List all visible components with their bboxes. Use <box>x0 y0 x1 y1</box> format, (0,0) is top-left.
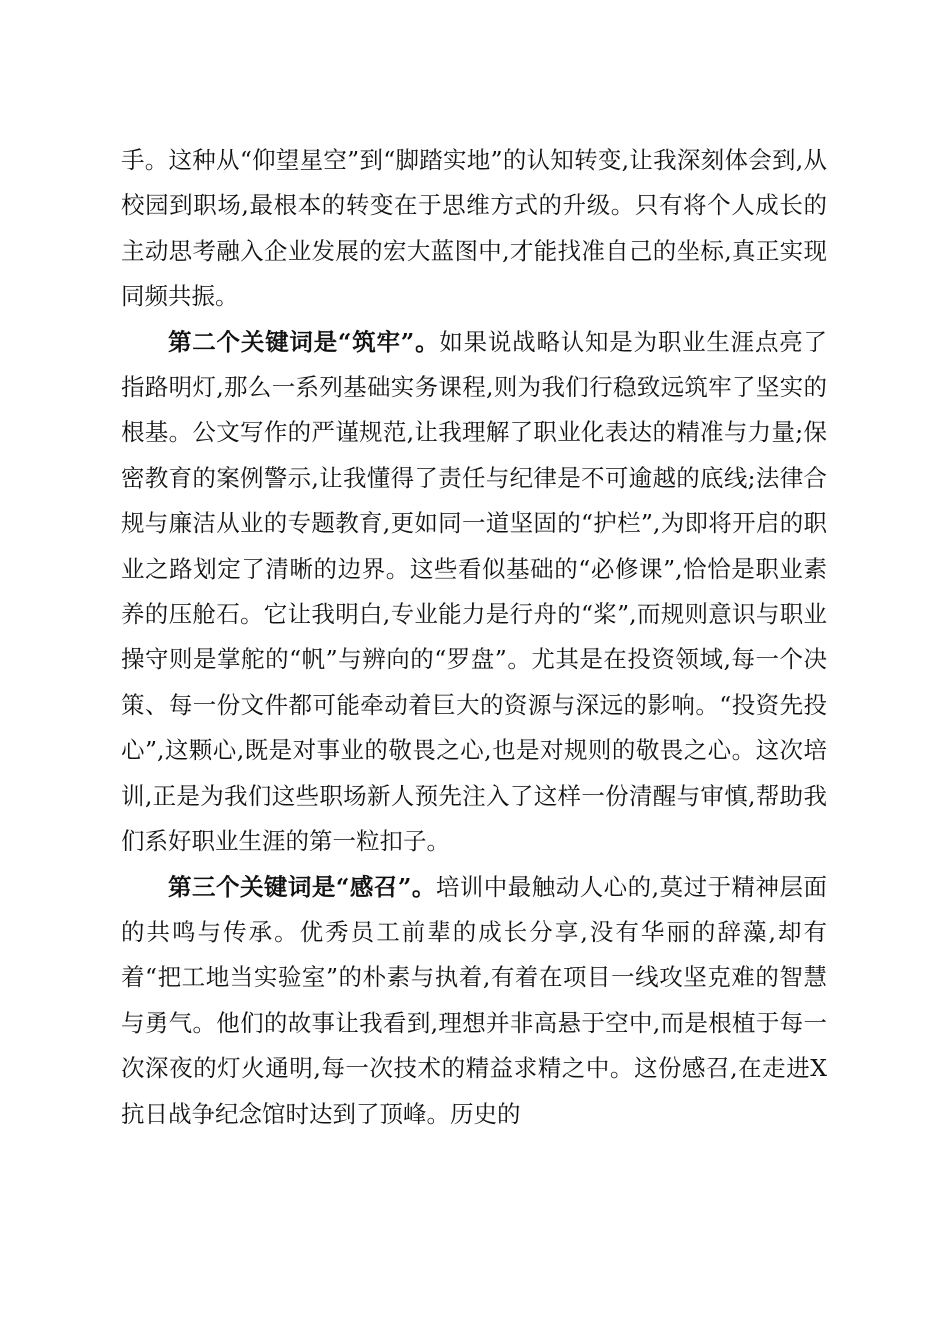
paragraph-continuation <box>121 138 827 320</box>
paragraph-text: 手。这种从“仰望星空”到“脚踏实地”的认知转变,让我深刻体会到,从校园到职场,最根本的转变在于思维方式的升级。只有将个人成长的主动思考融入企业发展的宏大蓝图中,才能找准自己的坐标,真正实现同频共振。 <box>121 146 827 311</box>
paragraph-keyword-zhulao <box>121 320 827 865</box>
paragraph-text: 培训中最触动人心的,莫过于精神层面的共鸣与传承。优秀员工前辈的成长分享,没有华丽的辞藻,却有着“把工地当实验室”的朴素与执着,有着在项目一线攻坚克难的智慧与勇气。他们的故事让我看到,理想并非高悬于空中,而是根植于每一次深夜的灯火通明,每一次技术的精益求精之中。这份感召,在走进X抗日战争纪念馆时达到了顶峰。历史的 <box>121 872 827 1128</box>
keyword-heading: 第二个关键词是“筑牢”。 <box>168 327 440 356</box>
keyword-heading: 第三个关键词是“感召”。 <box>168 872 436 901</box>
document-body <box>121 138 827 1137</box>
paragraph-text: 如果说战略认知是为职业生涯点亮了指路明灯,那么一系列基础实务课程,则为我们行稳致远筑牢了坚实的根基。公文写作的严谨规范,让我理解了职业化表达的精准与力量;保密教育的案例警示,让我懂得了责任与纪律是不可逾越的底线;法律合规与廉洁从业的专题教育,更如同一道坚固的“护栏”,为即将开启的职业之路划定了清晰的边界。这些看似基础的“必修课”,恰恰是职业素养的压舱石。它让我明白,专业能力是行舟的“桨”,而规则意识与职业操守则是掌舵的“帆”与辨向的“罗盘”。尤其是在投资领域,每一个决策、每一份文件都可能牵动着巨大的资源与深远的影响。“投资先投心”,这颗心,既是对事业的敬畏之心,也是对规则的敬畏之心。这次培训,正是为我们这些职场新人预先注入了这样一份清醒与审慎,帮助我们系好职业生涯的第一粒扣子。 <box>121 327 827 856</box>
paragraph-keyword-ganzhao <box>121 865 827 1137</box>
